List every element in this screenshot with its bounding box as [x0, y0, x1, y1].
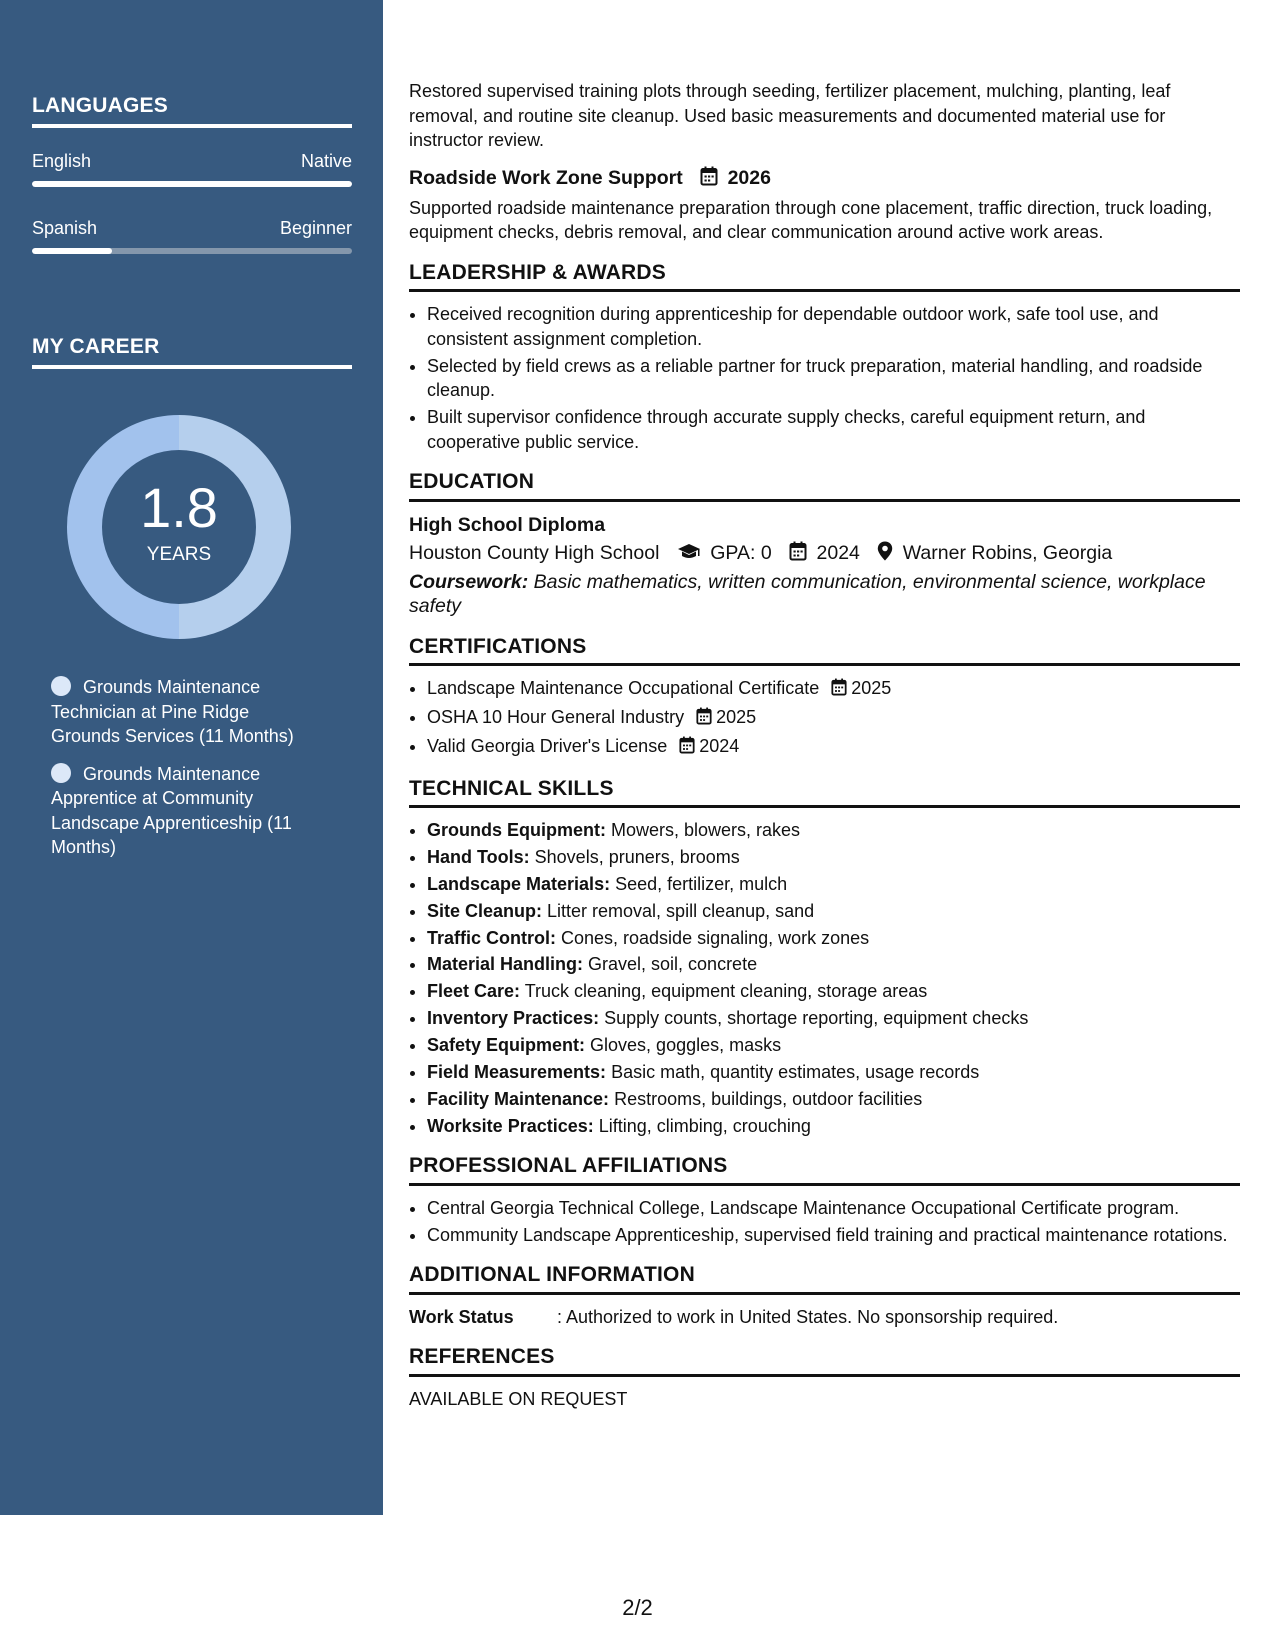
skill-value: Shovels, pruners, brooms [529, 846, 740, 867]
sidebar [0, 0, 383, 1515]
certification-year: 2025 [716, 707, 757, 727]
skill-item [427, 1114, 1240, 1139]
references-heading: REFERENCES [409, 1345, 1240, 1377]
work-status-row [409, 1305, 1240, 1330]
career-list [51, 675, 321, 873]
skill-label: Traffic Control: [427, 927, 556, 948]
skill-value: Mowers, blowers, rakes [606, 820, 801, 840]
education-coursework [409, 570, 1240, 619]
career-total-unit: YEARS [146, 544, 212, 565]
language-proficiency-fill [32, 181, 352, 187]
language-level: Beginner [279, 218, 352, 238]
career-donut-chart [67, 415, 291, 639]
graduation-cap-icon [677, 540, 701, 570]
language-proficiency-fill [32, 248, 112, 254]
certification-name: OSHA 10 Hour General Industry [427, 707, 685, 727]
coursework-label: Coursework: [409, 570, 529, 593]
language-proficiency-bar [32, 248, 352, 254]
skill-label: Facility Maintenance: [427, 1088, 610, 1109]
certification-item [427, 676, 1240, 703]
affiliations-list [409, 1196, 1240, 1248]
main-content [409, 79, 1240, 1411]
skill-item [427, 926, 1240, 951]
language-proficiency-bar [32, 181, 352, 187]
certification-year: 2024 [699, 736, 740, 756]
education-location: Warner Robins, Georgia [902, 541, 1113, 564]
certifications-list [409, 676, 1240, 761]
language-item [32, 218, 352, 254]
affiliations-heading: PROFESSIONAL AFFILIATIONS [409, 1154, 1240, 1186]
work-status-value: : Authorized to work in United States. No sponsorship required. [557, 1306, 1059, 1327]
skill-value: Basic math, quantity estimates, usage records [606, 1062, 980, 1083]
skill-label: Fleet Care: [427, 981, 521, 1002]
additional-info-heading: ADDITIONAL INFORMATION [409, 1263, 1240, 1295]
career-heading: MY CAREER [32, 335, 352, 369]
skill-item [427, 899, 1240, 924]
education-degree: High School Diploma [409, 513, 606, 536]
education-school: Houston County High School [409, 541, 660, 564]
calendar-icon [700, 166, 718, 193]
list-item: • Received recognition during apprenticeship for dependable outdoor work, safe tool use, and consistent assignment completion. [427, 302, 1240, 351]
career-item [51, 675, 321, 749]
certification-year: 2025 [851, 678, 892, 698]
certifications-heading: CERTIFICATIONS [409, 635, 1240, 667]
education-year: 2024 [816, 541, 860, 564]
list-item: • Central Georgia Technical College, Landscape Maintenance Occupational Certificate program. [427, 1196, 1240, 1221]
calendar-icon [831, 678, 847, 703]
skill-label: Worksite Practices: [427, 1115, 594, 1136]
skill-item [427, 1060, 1240, 1085]
skill-value: Gloves, goggles, masks [585, 1035, 782, 1056]
career-total-value: 1.8 [140, 476, 218, 539]
language-item [32, 151, 352, 187]
skill-item [427, 1006, 1240, 1031]
skill-label: Landscape Materials: [427, 873, 611, 894]
skills-list [409, 818, 1240, 1138]
skill-item [427, 872, 1240, 897]
education-heading: EDUCATION [409, 470, 1240, 502]
career-legend-dot [51, 763, 71, 783]
project-title-row [409, 165, 1240, 193]
language-level: Native [300, 151, 352, 171]
certification-name: Valid Georgia Driver's License [427, 736, 668, 756]
skill-value: Lifting, climbing, crouching [593, 1115, 811, 1136]
list-item: • Community Landscape Apprenticeship, supervised field training and practical maintenance rotations. [427, 1223, 1240, 1248]
list-item: • Built supervisor confidence through accurate supply checks, careful equipment return, and cooperative public service. [427, 405, 1240, 454]
skill-label: Site Cleanup: [427, 900, 543, 921]
career-item-text: Grounds Maintenance Technician at Pine Ridge Grounds Services (11 Months) [51, 677, 294, 746]
calendar-icon [696, 707, 712, 732]
project-description: Supported roadside maintenance preparation through cone placement, traffic direction, truck loading, equipment checks, debris removal, and clear communication around active work areas. [409, 197, 1213, 242]
leadership-heading: LEADERSHIP & AWARDS [409, 261, 1240, 293]
career-section [32, 335, 352, 369]
skill-item [427, 979, 1240, 1004]
certification-item [427, 734, 1240, 761]
skill-label: Field Measurements: [427, 1062, 607, 1083]
skill-value: Restrooms, buildings, outdoor facilities [609, 1088, 923, 1109]
page-number: 2/2 [622, 1595, 653, 1620]
education-details [409, 538, 1240, 570]
career-item-text: Grounds Maintenance Apprentice at Community Landscape Apprenticeship (11 Months) [51, 763, 292, 857]
skill-label: Grounds Equipment: [427, 820, 606, 840]
calendar-icon [679, 736, 695, 761]
skill-value: Truck cleaning, equipment cleaning, storage areas [520, 981, 928, 1002]
skill-value: Seed, fertilizer, mulch [610, 873, 788, 894]
project-description: Restored supervised training plots through seeding, fertilizer placement, mulching, planting, leaf removal, and routine site cleanup. Used basic measurements and documented material use for instructor review. [409, 81, 1171, 150]
list-item: • Selected by field crews as a reliable partner for truck preparation, material handling, and roadside cleanup. [427, 354, 1240, 403]
skill-label: Hand Tools: [427, 846, 530, 867]
leadership-list [409, 302, 1240, 454]
skill-item [427, 845, 1240, 870]
work-status-label: Work Status [409, 1306, 514, 1327]
language-name: English [32, 151, 92, 171]
coursework-value: Basic mathematics, written communication, environmental science, workplace safety [409, 570, 1206, 617]
skill-value: Supply counts, shortage reporting, equipment checks [599, 1008, 1029, 1029]
map-pin-icon [877, 540, 893, 570]
skill-item [427, 1087, 1240, 1112]
skill-item [427, 1033, 1240, 1058]
career-legend-dot [51, 676, 71, 696]
references-text: AVAILABLE ON REQUEST [409, 1388, 628, 1409]
career-item [51, 762, 321, 860]
skill-item [427, 952, 1240, 977]
skill-value: Litter removal, spill cleanup, sand [542, 900, 815, 921]
skill-value: Gravel, soil, concrete [583, 954, 758, 975]
calendar-icon [789, 540, 807, 570]
project-title: Roadside Work Zone Support [409, 166, 683, 189]
skill-label: Safety Equipment: [427, 1035, 586, 1056]
languages-heading: LANGUAGES [32, 94, 352, 128]
career-total [67, 415, 291, 639]
certification-item [427, 705, 1240, 732]
skill-item [427, 818, 1240, 843]
languages-section [32, 94, 352, 254]
skills-heading: TECHNICAL SKILLS [409, 777, 1240, 809]
skill-label: Inventory Practices: [427, 1008, 600, 1029]
skill-value: Cones, roadside signaling, work zones [556, 927, 870, 948]
certification-name: Landscape Maintenance Occupational Certificate [427, 678, 820, 698]
education-gpa: GPA: 0 [710, 541, 772, 564]
project-year: 2026 [727, 166, 771, 189]
language-name: Spanish [32, 218, 98, 238]
skill-label: Material Handling: [427, 954, 584, 975]
